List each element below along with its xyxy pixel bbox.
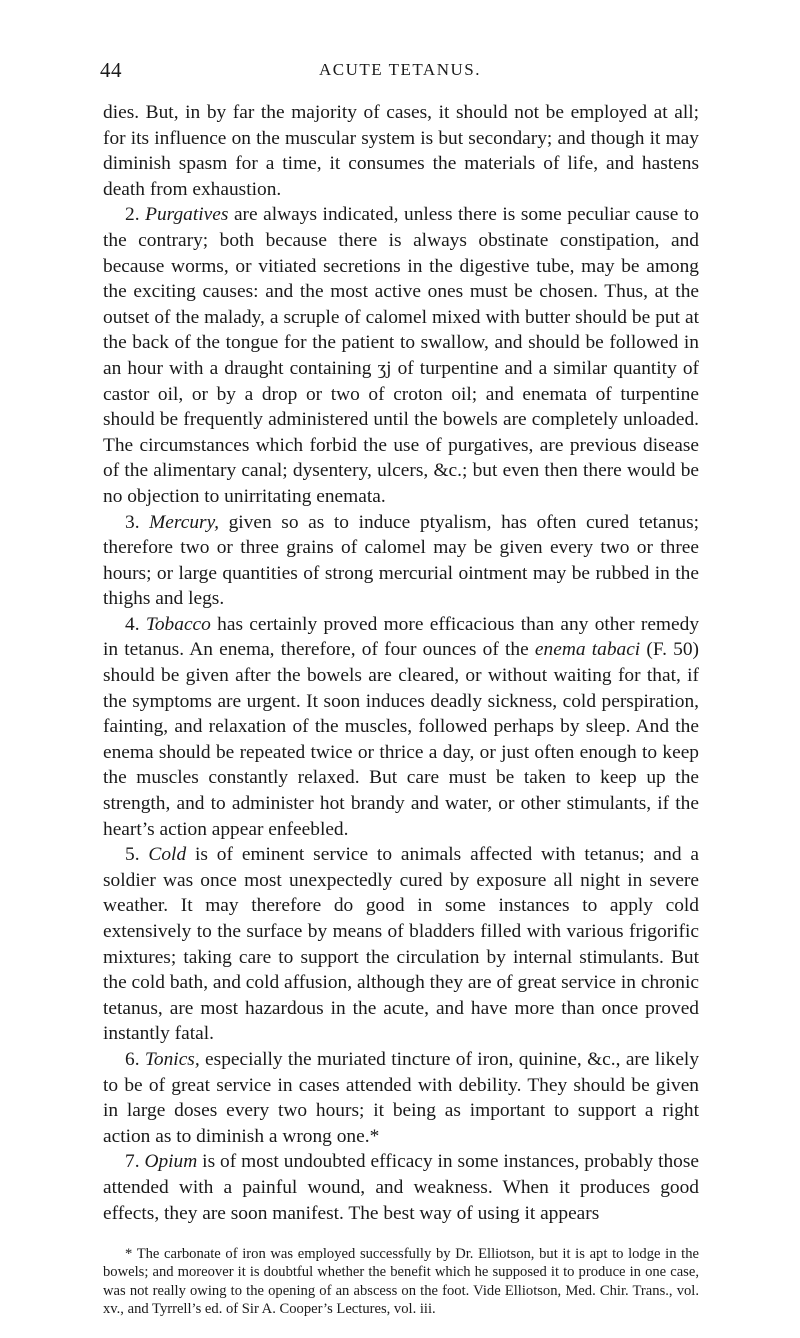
paragraph-text: has certainly proved more efficacious than any other remedy in tetanus. An enema, therefore, of four ounces of the xyxy=(103,613,700,661)
paragraph-mercury xyxy=(103,510,699,612)
paragraph-text: dies. But, in by far the majority of cases, it should not be employed at all; for its influence on the muscular system is but secondary; and though it may diminish spasm for a time, it consumes the materials of life, and hastens death from exhaustion. xyxy=(103,102,699,200)
paragraph-purgatives xyxy=(103,202,699,509)
page-header xyxy=(100,58,700,84)
remedy-term-secondary: enema tabaci xyxy=(534,639,641,661)
remedy-term: Opium xyxy=(144,1151,198,1173)
paragraph-text: especially the muriated tincture of iron, quinine, &c., are likely to be of great service in cases attended with debility. They should be given in large doses every two hours; it being as important to support a right action as to diminish a wrong one.* xyxy=(103,1048,700,1147)
paragraph-text: is of eminent service to animals affected with tetanus; and a soldier was once most unexpectedly cured by exposure all night in severe weather. It may therefore do good in some instances to apply cold extensively to the surface by means of bladders filled with various frigorific mixtures; taking care to support the circulation by internal stimulants. But the cold bath, and cold affusion, although they are of great service in chronic tetanus, are most hazardous in the acute, and have more than once proved instantly fatal. xyxy=(103,844,700,1045)
body-text xyxy=(103,100,699,1226)
page-number: 44 xyxy=(100,58,122,82)
paragraph-text: is of most undoubted efficacy in some instances, probably those attended with a painful wound, and weakness. When it produces good effects, they are soon manifest. The best way of using it appears xyxy=(103,1151,699,1224)
paragraph-text: are always indicated, unless there is some peculiar cause to the contrary; both because there is always obstinate constipation, and because worms, or vitiated secretions in the digestive tube, may be among the exciting causes: and the most active ones must be chosen. Thus, at the outset of the malady, a scruple of calomel mixed with butter should be put at the back of the tongue for the patient to swallow, and should be followed in an hour with a draught containing ʒj of turpentine and a similar quantity of castor oil, or by a drop or two of croton oil; and enemata of turpentine should be frequently administered until the bowels are completely unloaded. The circumstances which forbid the use of purgatives, are previous disease of the alimentary canal; dysentery, ulcers, &c.; but even then there would be no objection to unirritating enemata. xyxy=(103,204,699,507)
paragraph-cold xyxy=(103,842,699,1047)
paragraph-opium xyxy=(103,1149,699,1226)
remedy-term: Cold xyxy=(148,844,187,866)
paragraph-number: 6. xyxy=(125,1048,145,1070)
remedy-term: Tonics, xyxy=(144,1048,200,1070)
paragraph-number: 2. xyxy=(125,204,146,226)
paragraph-text: given so as to induce ptyalism, has often cured tetanus; therefore two or three grains of calomel may be given every two or three hours; or large quantities of strong mercurial ointment may be rubbed in the thighs and legs. xyxy=(103,511,700,610)
paragraph-tonics xyxy=(103,1047,699,1149)
paragraph-number: 7. xyxy=(125,1151,145,1173)
paragraph-continuation xyxy=(103,100,699,202)
paragraph-tobacco xyxy=(103,612,699,842)
remedy-term: Tobacco xyxy=(145,613,211,635)
paragraph-text: (F. 50) should be given after the bowels are cleared, or without waiting for that, if the symptoms are urgent. It soon induces deadly sickness, cold perspiration, fainting, and relaxation of the muscles, followed perhaps by sleep. And the enema should be repeated twice or thrice a day, or just often enough to keep the muscles constantly relaxed. But care must be taken to keep up the strength, and to administer hot brandy and water, or other stimulants, if the heart’s action appear enfeebled. xyxy=(103,639,699,840)
footnote: * The carbonate of iron was employed successfully by Dr. Elliotson, but it is apt to lodge in the bowels; and moreover it is doubtful whether the benefit which he supposed it to produce in one case, was not really owing to the opening of an abscess on the foot. Vide Elliotson, Med. Chir. Trans., vol. xv., and Tyrrell’s ed. of Sir A. Cooper’s Lectures, vol. iii. xyxy=(103,1246,699,1318)
remedy-term: Purgatives xyxy=(145,204,229,226)
paragraph-number: 3. xyxy=(125,511,150,533)
remedy-term: Mercury, xyxy=(149,511,219,533)
paragraph-number: 4. xyxy=(125,613,146,635)
running-head: ACUTE TETANUS. xyxy=(319,60,481,79)
paragraph-number: 5. xyxy=(125,844,149,866)
